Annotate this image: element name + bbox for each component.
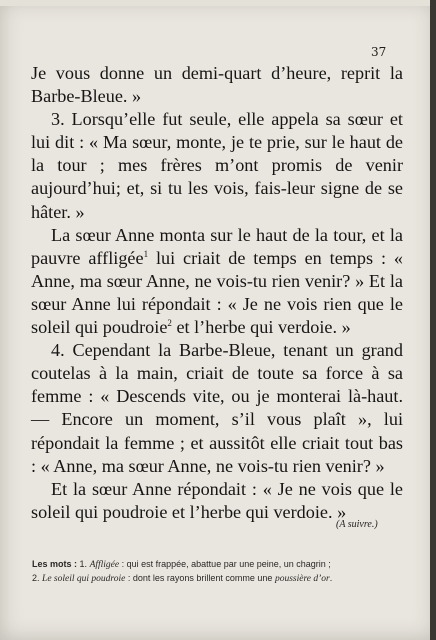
paragraph-5: Et la sœur Anne répondait : « Je ne vois que le soleil qui poudroie et l’herbe qui verdoie. » xyxy=(31,478,403,522)
story-text xyxy=(31,62,403,524)
page-number: 37 xyxy=(371,45,387,59)
footnote-1-number: 1. xyxy=(79,559,88,569)
footnote-2-term: Le soleil qui poudroie xyxy=(42,574,126,584)
footnote-2-definition: : dont les rayons brillent comme une xyxy=(127,573,273,583)
page-top-edge xyxy=(0,0,436,6)
footnote-line-1 xyxy=(32,558,412,572)
footnote-2-term-b: poussière d’or xyxy=(274,574,330,584)
to-be-continued: (A suivre.) xyxy=(336,519,378,530)
footnotes-label: Les mots : xyxy=(32,559,78,569)
footnotes xyxy=(32,558,412,586)
paragraph-3-part-c: et l’herbe qui verdoie. » xyxy=(176,317,351,338)
paragraph-1: Je vous donne un demi-quart d’heure, reprit la Barbe-Bleue. » xyxy=(31,63,403,107)
footnote-line-2 xyxy=(32,572,412,586)
page-right-edge xyxy=(430,0,436,640)
paragraph-3-part-b: lui criait de temps en temps : « Anne, ma sœur Anne, ne vois-tu rien venir? » Et la sœur Anne lui répondait : « Je ne vois rien que le soleil qui poudroie xyxy=(31,247,403,338)
footnote-1-term: Affligée xyxy=(89,560,120,570)
footnote-ref-1: 1 xyxy=(143,248,149,259)
footnote-2-end: . xyxy=(329,573,333,583)
footnote-2-number: 2. xyxy=(32,573,40,583)
footnote-ref-2: 2 xyxy=(167,318,172,329)
paragraph-3-part-a: La sœur Anne monta sur le haut de la tour, et la pauvre affligée xyxy=(31,224,403,268)
paragraph-3 xyxy=(31,224,403,339)
footnote-1-definition: : qui est frappée, abattue par une peine, un chagrin ; xyxy=(121,559,331,569)
paragraph-4: 4. Cependant la Barbe-Bleue, tenant un grand coutelas à la main, criait de toute sa force à sa femme : « Descends vite, ou je monterai là-haut. — Encore un moment, s’il vous plaît », lui répondait la femme ; et aussitôt elle criait tout bas : « Anne, ma sœur Anne, ne vois-tu rien venir? » xyxy=(31,340,403,476)
paragraph-2: 3. Lorsqu’elle fut seule, elle appela sa sœur et lui dit : « Ma sœur, monte, je te prie, sur le haut de la tour ; mes frères m’ont promis de venir aujourd’hui; et, si tu les vois, fais-leur signe de se hâter. » xyxy=(31,109,403,222)
